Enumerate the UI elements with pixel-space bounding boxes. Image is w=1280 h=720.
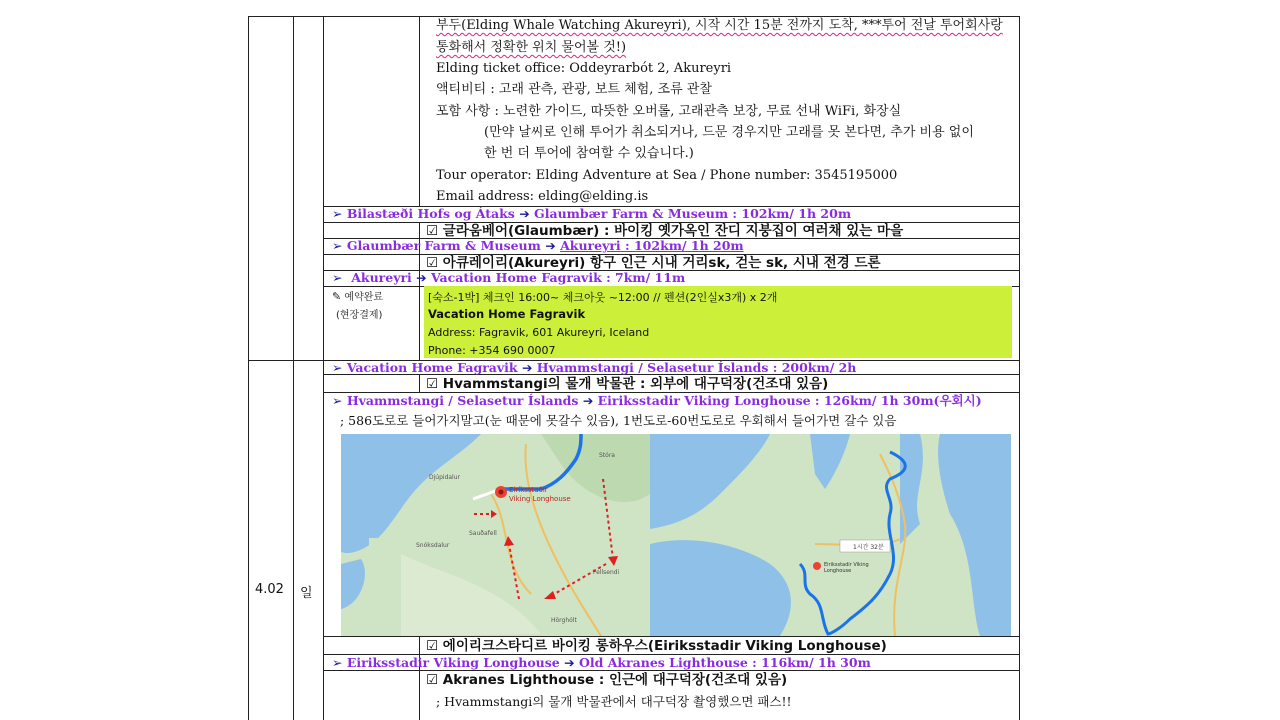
route-to: Glaumbær Farm & Museum xyxy=(534,206,729,221)
lodging-address: Address: Fagravik, 601 Akureyri, Iceland xyxy=(428,326,650,339)
route-map-right xyxy=(650,434,1011,636)
route-from: Glaumbær Farm & Museum xyxy=(346,238,541,253)
route-arrow-icon: ➔ xyxy=(519,206,530,221)
route-distance: : 126km/ 1h 30m(우회시) xyxy=(810,393,982,408)
map-place-label: Hörghólt xyxy=(551,617,577,624)
route-to: Akureyri xyxy=(560,238,621,253)
lodging-phone: Phone: +354 690 0007 xyxy=(428,344,556,357)
activity-akureyri: ☑ 아큐레이리(Akureyri) 항구 인근 시내 거리sk, 걷는 sk, 시내 전경 드론 xyxy=(426,255,881,271)
detour-note: ; 586도로로 들어가지말고(눈 때문에 못갈수 있음), 1번도로-60번도로로 우회해서 들어가면 갈수 있음 xyxy=(340,413,897,428)
payment-note: (현장결제) xyxy=(336,310,383,321)
table-divider-date xyxy=(293,16,294,720)
route-to: Vacation Home Fagravik xyxy=(431,270,602,285)
activity-akranes-lighthouse: ☑ Akranes Lighthouse : 인근에 대구덕장(건조대 있음) xyxy=(426,672,788,688)
route-distance: : 200km/ 2h xyxy=(768,360,857,375)
map-place-label: Sauðafell xyxy=(469,530,497,537)
route-from: Eiriksstadir Viking Longhouse xyxy=(346,655,560,670)
route-arrow-icon: ➔ xyxy=(416,270,427,285)
route-from: Vacation Home Fagravik xyxy=(346,360,518,375)
activity-viking-longhouse: ☑ 에이리크스타디르 바이킹 롱하우스(Eiriksstadir Viking Longhouse) xyxy=(426,638,887,654)
activity-seal-museum: ☑ Hvammstangi의 물개 박물관 : 외부에 대구덕장(건조대 있음) xyxy=(426,376,829,392)
route-to: Old Akranes Lighthouse xyxy=(578,655,748,670)
activity-col-divider-0 xyxy=(419,16,420,206)
booking-status-text: 예약완료 xyxy=(344,292,384,303)
route-from: Akureyri xyxy=(351,270,412,285)
lodging-box xyxy=(424,286,1012,358)
route-to: Hvammstangi / Selasetur Íslands xyxy=(536,360,769,375)
route-to: Eiriksstadir Viking Longhouse xyxy=(597,393,811,408)
map-right-svg xyxy=(650,434,1011,636)
route-arrow-icon: ➔ xyxy=(564,655,575,670)
table-divider-weekday xyxy=(323,16,324,720)
route-from: Bilastæði Hofs og Átaks xyxy=(346,206,515,221)
tour-info-line2: 통화해서 정확한 위치 물어볼 것!) xyxy=(436,40,627,55)
route-bullet-icon: ➢ xyxy=(332,393,343,408)
route-bullet-icon: ➢ xyxy=(332,238,343,253)
booking-status xyxy=(332,288,383,303)
map-place-label: Djúpidalur xyxy=(429,474,460,481)
activity-col-divider-2 xyxy=(419,286,420,360)
activity-col-divider-3 xyxy=(419,374,420,392)
activity-col-divider-4 xyxy=(419,636,420,720)
map-pin-sublabel: Viking Longhouse xyxy=(509,495,571,503)
route-bullet-icon: ➢ xyxy=(332,360,343,375)
route-row xyxy=(332,393,982,409)
map-place-label: Fellsendi xyxy=(593,569,620,576)
route-distance: : 116km/ 1h 30m xyxy=(747,655,871,670)
activity-glaumbaer: ☑ 글라움베어(Glaumbær) : 바이킹 옛가옥인 잔디 지붕집이 여러채 있는 마을 xyxy=(426,223,904,239)
pencil-note-icon: ✎ xyxy=(332,290,342,303)
map-destination-label: Eiriksstadir Viking Longhouse xyxy=(824,562,869,574)
cancellation-note-1: (만약 날씨로 인해 투어가 취소되거나, 드문 경우지만 고래를 못 본다면, 추가 비용 없이 xyxy=(484,125,974,140)
lodging-name: Vacation Home Fagravik xyxy=(428,307,586,321)
route-row xyxy=(332,270,685,286)
tour-info-line1: 부두(Elding Whale Watching Akureyri), 시작 시간 15분 전까지 도착, ***투어 전날 투어회사랑 xyxy=(436,18,1003,33)
route-bullet-icon: ➢ xyxy=(332,270,343,285)
table-border-left xyxy=(248,16,249,720)
route-map-left xyxy=(341,434,650,636)
route-arrow-icon: ➔ xyxy=(521,360,533,375)
route-arrow-icon: ➔ xyxy=(545,238,556,253)
route-arrow-icon: ➔ xyxy=(582,393,594,408)
tour-operator: Tour operator: Elding Adventure at Sea / Phone number: 3545195000 xyxy=(436,168,898,183)
map-place-label: Stóra xyxy=(599,452,615,459)
route-distance: : 102km/ 1h 20m xyxy=(728,206,852,221)
day-weekday: 일 xyxy=(300,586,313,601)
route-bullet-icon: ➢ xyxy=(332,655,343,670)
cancellation-note-2: 한 번 더 투어에 참여할 수 있습니다.) xyxy=(484,146,694,161)
route-distance: : 7km/ 11m xyxy=(601,270,686,285)
ticket-office: Elding ticket office: Oddeyrarbót 2, Akureyri xyxy=(436,61,732,76)
route-row xyxy=(332,655,871,671)
map-pin-label: Eiríksstaðir xyxy=(509,486,548,494)
lodging-checkin: [숙소-1박] 체크인 16:00~ 체크아웃 ~12:00 // 펜션(2인실x3개) x 2개 xyxy=(428,291,778,304)
lighthouse-note: ; Hvammstangi의 물개 박물관에서 대구덕장 촬영했으면 패스!! xyxy=(436,694,792,709)
route-row xyxy=(332,206,851,222)
tour-email: Email address: elding@elding.is xyxy=(436,189,649,204)
route-from: Hvammstangi / Selasetur Íslands xyxy=(346,393,579,408)
includes-text: 포함 사항 : 노련한 가이드, 따뜻한 오버롤, 고래관측 보장, 무료 선내 WiFi, 화장실 xyxy=(436,104,902,119)
route-row xyxy=(332,360,856,376)
activities-text: 액티비티 : 고래 관측, 관광, 보트 체험, 조류 관찰 xyxy=(436,82,712,97)
map-time-badge: 1시간 32분 xyxy=(853,544,884,551)
day-date: 4.02 xyxy=(255,582,284,597)
route-bullet-icon: ➢ xyxy=(332,206,343,221)
route-distance: : 102km/ 1h 20m xyxy=(620,238,744,253)
route-row xyxy=(332,238,744,254)
map-place-label: Snóksdalur xyxy=(416,542,450,549)
table-border-right xyxy=(1019,16,1020,720)
itinerary-table xyxy=(248,16,1020,720)
